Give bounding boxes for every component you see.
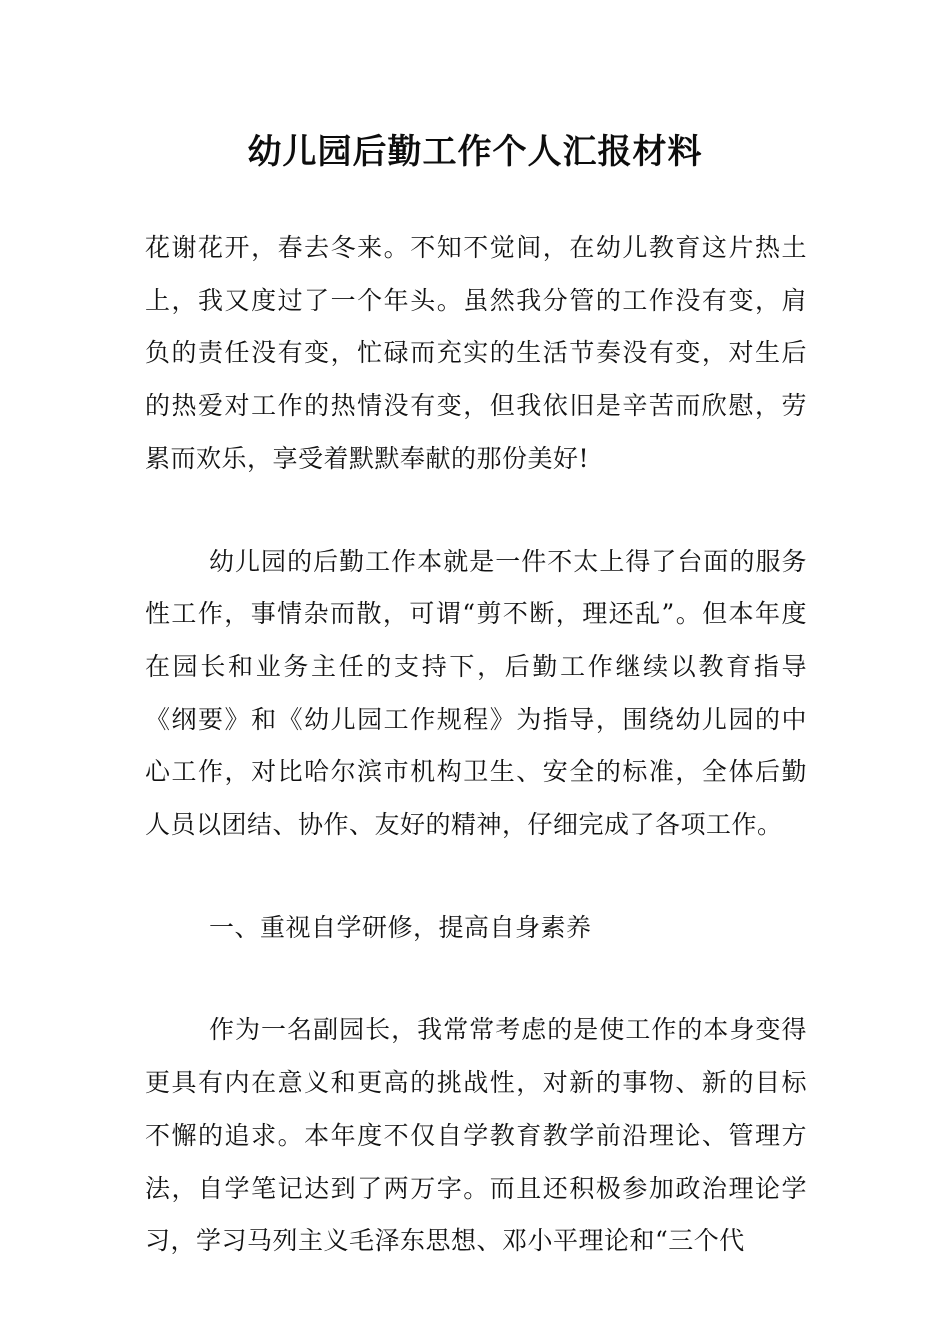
paragraph-logistics-overview: 幼儿园的后勤工作本就是一件不太上得了台面的服务性工作，事情杂而散，可谓“剪不断，理还乱”。但本年度在园长和业务主任的支持下，后勤工作继续以教育指导《纲要》和《幼儿园工作规程》为指导，围绕幼儿园的中心工作，对比哈尔滨市机构卫生、安全的标准，全体后勤人员以团结、协作、友好的精神，仔细完成了各项工作。: [145, 546, 807, 840]
paragraph-gap: [145, 954, 807, 1004]
section-heading-self-study: 一、重视自学研修，提高自身素养: [209, 912, 592, 942]
paragraph-gap: [145, 486, 807, 536]
paragraph-gap: [145, 852, 807, 902]
document-title: 幼儿园后勤工作个人汇报材料: [247, 132, 703, 172]
paragraph-intro: 花谢花开，春去冬来。不知不觉间，在幼儿教育这片热土上，我又度过了一个年头。虽然我分管的工作没有变，肩负的责任没有变，忙碌而充实的生活节奏没有变，对生后的热爱对工作的热情没有变，但我依旧是辛苦而欣慰，劳累而欢乐，享受着默默奉献的那份美好!: [145, 233, 807, 473]
paragraph-self-study: 作为一名副园长，我常常考虑的是使工作的本身变得更具有内在意义和更高的挑战性，对新的事物、新的目标不懈的追求。本年度不仅自学教育教学前沿理论、管理方法，自学笔记达到了两万字。而且还积极参加政治理论学习，学习马列主义毛泽东思想、邓小平理论和“三个代: [145, 1015, 807, 1256]
document-body: [145, 222, 807, 1268]
